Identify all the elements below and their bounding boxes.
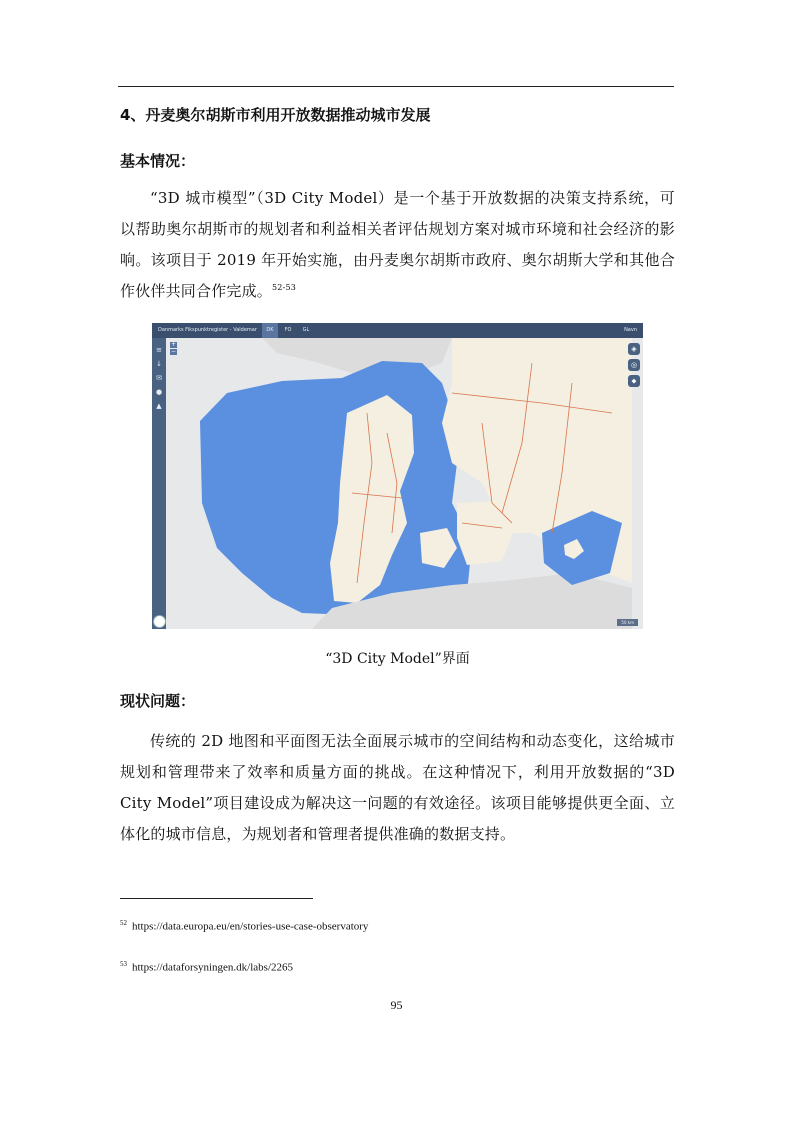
footnote-number: 53 bbox=[120, 960, 127, 968]
footnote-link[interactable]: https://dataforsyningen.dk/labs/2265 bbox=[132, 961, 294, 974]
figure-caption: “3D City Model”界面 bbox=[325, 651, 470, 667]
tab-dk[interactable]: DK bbox=[262, 323, 278, 338]
app-title: Danmarks Fikspunktregister - Valdemar bbox=[158, 327, 257, 333]
footnote-number: 52 bbox=[120, 919, 127, 927]
footnote-link[interactable]: https://data.europa.eu/en/stories-use-case-observatory bbox=[132, 920, 369, 933]
footnote-rule bbox=[120, 898, 313, 899]
basic-info-heading: 基本情况： bbox=[120, 152, 196, 170]
zoom-in-button[interactable]: + bbox=[170, 341, 177, 348]
problem-heading: 现状问题： bbox=[120, 692, 196, 710]
mail-icon[interactable]: ✉ bbox=[156, 374, 162, 382]
problem-paragraph: 传统的 2D 地图和平面图无法全面展示城市的空间结构和动态变化，这给城市规划和管理带来了效率和质量方面的挑战。在这种情况下，利用开放数据的“3D City Model”项目建设成为解决这一问题的有效途径。该项目能够提供更全面、立体化的城市信息，为规划者和管理者提供准确的数据支持。 bbox=[120, 732, 675, 843]
tag-icon[interactable]: ⬥ bbox=[628, 375, 640, 387]
basic-info-text: “3D 城市模型”（3D City Model）是一个基于开放数据的决策支持系统，可以帮助奥尔胡斯市的规划者和利益相关者评估规划方案对城市环境和社会经济的影响。该项目于 2019 年开始实施，由丹麦奥尔胡斯市政府、奥尔胡斯大学和其他合作伙伴共同合作完成。 bbox=[120, 189, 675, 300]
footnote-ref[interactable]: 52-53 bbox=[272, 283, 297, 292]
map-sidebar bbox=[152, 338, 166, 629]
user-menu[interactable]: Navn bbox=[624, 327, 637, 333]
download-icon[interactable]: ↓ bbox=[156, 360, 162, 368]
header-rule bbox=[118, 86, 674, 87]
shield-icon[interactable]: ◈ bbox=[628, 343, 640, 355]
basic-info-paragraph bbox=[120, 183, 675, 307]
zoom-out-button[interactable]: − bbox=[170, 348, 177, 355]
warning-icon[interactable]: ▲ bbox=[156, 402, 162, 410]
map-screenshot bbox=[152, 323, 643, 629]
footnote-item bbox=[120, 919, 368, 933]
logo-icon bbox=[153, 615, 166, 628]
page-number: 95 bbox=[390, 998, 403, 1012]
map-canvas[interactable] bbox=[152, 323, 643, 629]
tab-fo[interactable]: FO bbox=[284, 327, 292, 333]
layers-icon[interactable]: ≡ bbox=[156, 346, 162, 354]
point-icon[interactable]: ● bbox=[155, 388, 163, 396]
compass-icon[interactable]: ◎ bbox=[628, 359, 640, 371]
tab-gl[interactable]: GL bbox=[302, 327, 310, 333]
footnote-item bbox=[120, 960, 293, 974]
scale-label: 50 km bbox=[617, 619, 638, 626]
map-toolbar bbox=[152, 323, 643, 338]
section-title: 4、丹麦奥尔胡斯市利用开放数据推动城市发展 bbox=[120, 106, 431, 124]
